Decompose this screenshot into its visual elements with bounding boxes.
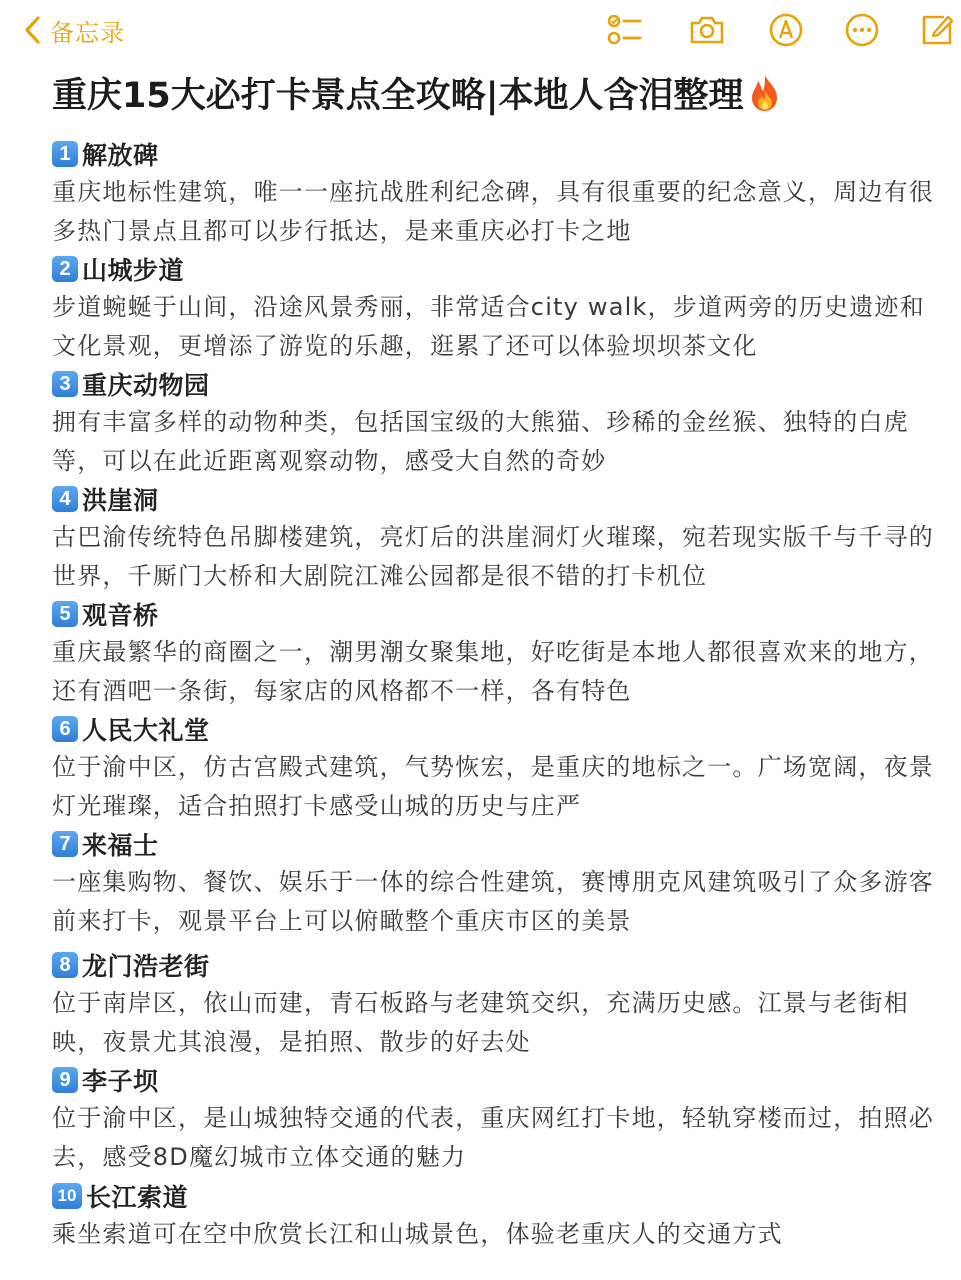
camera-button[interactable] (687, 10, 727, 50)
spot-heading (52, 946, 942, 984)
spot-item (52, 1061, 942, 1176)
spot-item (52, 480, 942, 595)
spot-heading (52, 710, 942, 748)
spot-name: 观音桥 (82, 601, 159, 630)
spot-item (52, 135, 942, 250)
spot-name: 重庆动物园 (82, 371, 210, 400)
spot-name: 人民大礼堂 (82, 716, 210, 745)
number-badge: 1 (52, 141, 78, 167)
spot-heading (52, 250, 942, 288)
toolbar (0, 0, 961, 62)
note-title-text: 重庆15大必打卡景点全攻略|本地人含泪整理 (52, 76, 744, 116)
spot-heading (52, 1177, 942, 1215)
spot-description: 重庆最繁华的商圈之一，潮男潮女聚集地，好吃街是本地人都很喜欢来的地方，还有酒吧一条街，每家店的风格都不一样，各有特色 (52, 638, 934, 705)
back-label: 备忘录 (50, 18, 125, 47)
spot-description: 古巴渝传统特色吊脚楼建筑，亮灯后的洪崖洞灯火璀璨，宛若现实版千与千寻的世界，千厮门大桥和大剧院江滩公园都是很不错的打卡机位 (52, 523, 934, 590)
note-title (52, 70, 952, 122)
spot-name: 来福士 (82, 831, 159, 860)
spot-name: 长江索道 (86, 1183, 189, 1212)
markup-button[interactable] (766, 10, 806, 50)
fire-emoji-icon (746, 73, 784, 113)
spot-item (52, 1177, 942, 1254)
number-badge: 7 (52, 831, 78, 857)
pen-markup-icon (767, 11, 805, 49)
spot-item (52, 595, 942, 710)
spot-heading (52, 365, 942, 403)
spot-item (52, 710, 942, 825)
spot-name: 解放碑 (82, 141, 159, 170)
spot-heading (52, 1061, 942, 1099)
number-badge: 5 (52, 601, 78, 627)
spot-description: 步道蜿蜒于山间，沿途风景秀丽，非常适合city walk，步道两旁的历史遗迹和文化景观，更增添了游览的乐趣，逛累了还可以体验坝坝茶文化 (52, 293, 925, 360)
spot-heading (52, 825, 942, 863)
camera-icon (688, 11, 726, 49)
number-badge: 3 (52, 371, 78, 397)
spot-description: 位于渝中区，是山城独特交通的代表，重庆网红打卡地，轻轨穿楼而过，拍照必去，感受8D魔幻城市立体交通的魅力 (52, 1104, 934, 1171)
spot-description: 乘坐索道可在空中欣赏长江和山城景色，体验老重庆人的交通方式 (52, 1220, 783, 1248)
spot-heading (52, 480, 942, 518)
checklist-icon (605, 11, 643, 49)
spot-description: 位于南岸区，依山而建，青石板路与老建筑交织，充满历史感。江景与老街相映，夜景尤其浪漫，是拍照、散步的好去处 (52, 989, 909, 1056)
compose-icon (918, 11, 956, 49)
number-badge: 6 (52, 716, 78, 742)
chevron-left-icon (22, 15, 44, 45)
more-icon (843, 11, 881, 49)
spot-item (52, 946, 942, 1061)
compose-button[interactable] (917, 10, 957, 50)
spot-description: 重庆地标性建筑，唯一一座抗战胜利纪念碑，具有很重要的纪念意义，周边有很多热门景点且都可以步行抵达，是来重庆必打卡之地 (52, 178, 934, 245)
number-badge: 4 (52, 486, 78, 512)
number-badge: 2 (52, 256, 78, 282)
number-badge: 8 (52, 952, 78, 978)
spot-item (52, 825, 942, 940)
spot-name: 李子坝 (82, 1067, 159, 1096)
spot-description: 一座集购物、餐饮、娱乐于一体的综合性建筑，赛博朋克风建筑吸引了众多游客前来打卡，观景平台上可以俯瞰整个重庆市区的美景 (52, 868, 934, 935)
spot-description: 拥有丰富多样的动物种类，包括国宝级的大熊猫、珍稀的金丝猴、独特的白虎等，可以在此近距离观察动物，感受大自然的奇妙 (52, 408, 909, 475)
checklist-button[interactable] (604, 10, 644, 50)
spot-name: 山城步道 (82, 256, 185, 285)
spot-item (52, 250, 942, 365)
number-badge: 10 (52, 1183, 82, 1209)
spot-name: 龙门浩老街 (82, 952, 210, 981)
spot-name: 洪崖洞 (82, 486, 159, 515)
more-button[interactable] (842, 10, 882, 50)
back-button[interactable] (22, 12, 125, 48)
spot-heading (52, 595, 942, 633)
spot-item (52, 365, 942, 480)
spot-description: 位于渝中区，仿古宫殿式建筑，气势恢宏，是重庆的地标之一。广场宽阔，夜景灯光璀璨，适合拍照打卡感受山城的历史与庄严 (52, 753, 934, 820)
number-badge: 9 (52, 1067, 78, 1093)
spot-heading (52, 135, 942, 173)
